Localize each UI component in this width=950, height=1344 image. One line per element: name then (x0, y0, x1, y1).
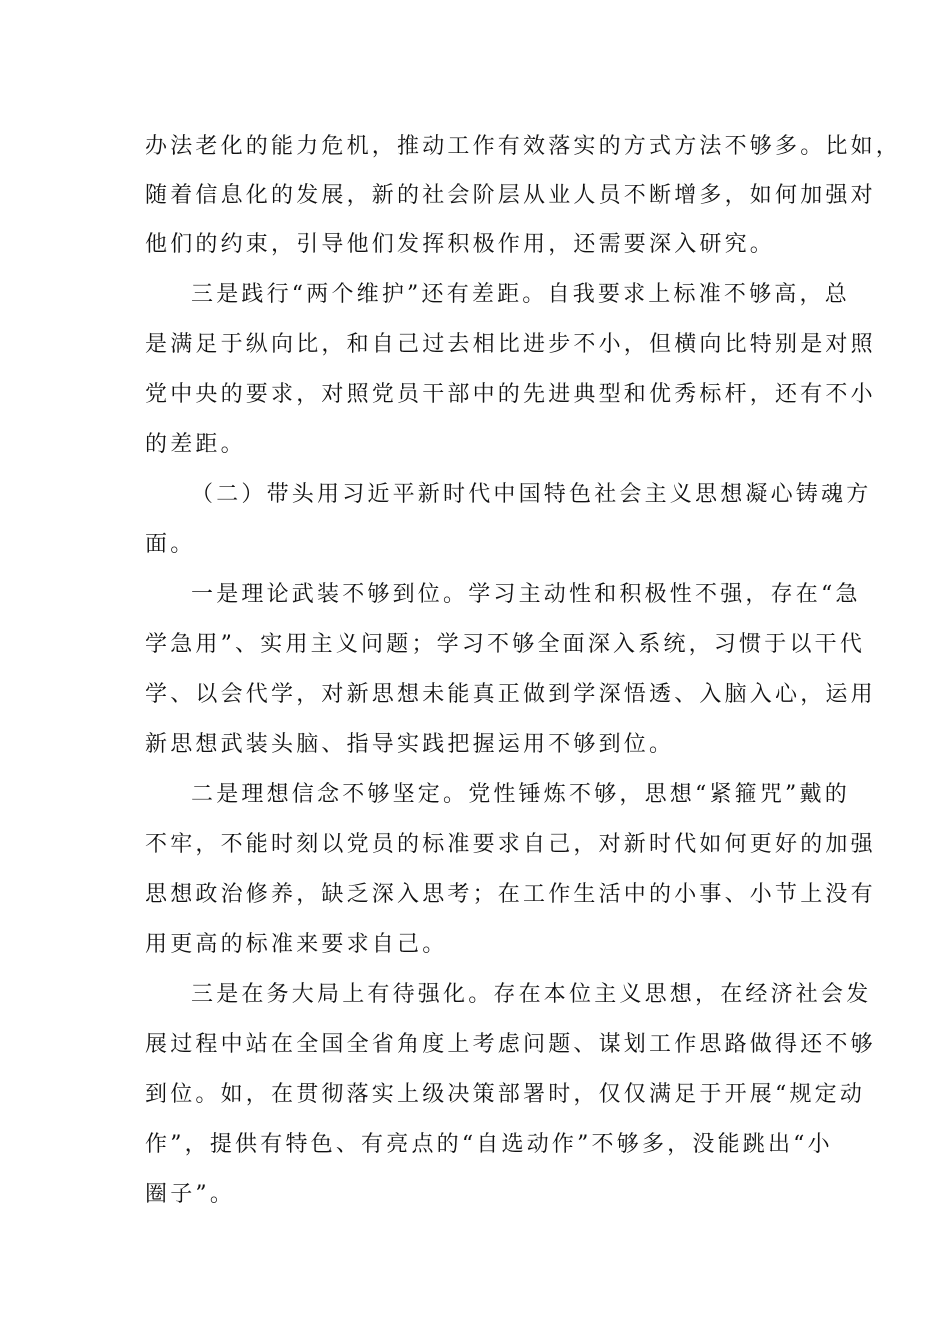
section-heading-2: （二）带头用习近平新时代中国特色社会主义思想凝心铸魂方 (191, 482, 872, 507)
text-line-10: 一是理论武装不够到位。学习主动性和积极性不强，存在“急 (191, 582, 861, 607)
text-line-20: 到位。如，在贯彻落实上级决策部署时，仅仅满足于开展“规定动 (145, 1082, 866, 1107)
text-line-21: 作”，提供有特色、有亮点的“自选动作”不够多，没能跳出“小 (145, 1132, 833, 1157)
text-line-12: 学、以会代学，对新思想未能真正做到学深悟透、入脑入心，运用 (145, 682, 876, 707)
text-line-5: 是满足于纵向比，和自己过去相比进步不小，但横向比特别是对照 (145, 332, 876, 357)
text-line-11: 学急用”、实用主义问题；学习不够全面深入系统，习惯于以干代 (145, 632, 866, 657)
text-line-19: 展过程中站在全国全省角度上考虑问题、谋划工作思路做得还不够 (145, 1032, 876, 1057)
text-line-7: 的差距。 (145, 432, 246, 457)
text-line-3: 他们的约束，引导他们发挥积极作用，还需要深入研究。 (145, 232, 776, 257)
text-line-2: 随着信息化的发展，新的社会阶层从业人员不断增多，如何加强对 (145, 183, 876, 208)
section-heading-2-cont: 面。 (145, 532, 196, 557)
text-line-16: 思想政治修养，缺乏深入思考；在工作生活中的小事、小节上没有 (145, 882, 876, 907)
text-line-13: 新思想武装头脑、指导实践把握运用不够到位。 (145, 732, 675, 757)
text-line-1: 办法老化的能力危机，推动工作有效落实的方式方法不够多。比如， (145, 134, 902, 159)
text-line-14: 二是理想信念不够坚定。党性锤炼不够，思想“紧箍咒”戴的 (191, 782, 850, 807)
text-line-18: 三是在务大局上有待强化。存在本位主义思想，在经济社会发 (191, 982, 872, 1007)
text-line-17: 用更高的标准来要求自己。 (145, 932, 448, 957)
text-line-6: 党中央的要求，对照党员干部中的先进典型和优秀标杆，还有不小 (145, 382, 876, 407)
text-line-4: 三是践行“两个维护”还有差距。自我要求上标准不够高，总 (191, 282, 850, 307)
text-line-15: 不牢，不能时刻以党员的标准要求自己，对新时代如何更好的加强 (145, 832, 876, 857)
text-line-22: 圈子”。 (145, 1182, 236, 1207)
